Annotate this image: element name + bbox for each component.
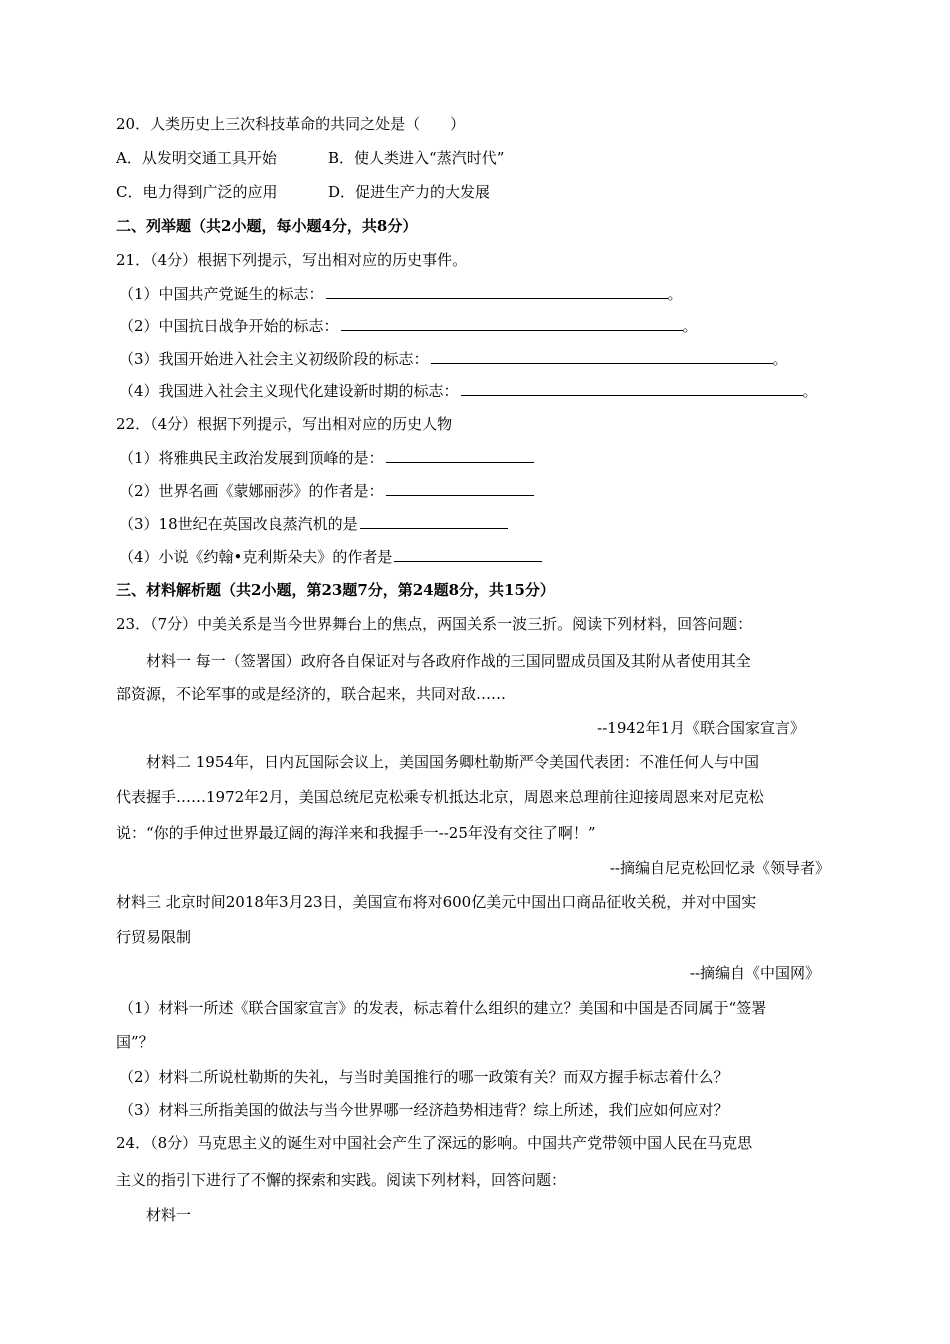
q21-item-4-label: （4）我国进入社会主义现代化建设新时期的标志：: [119, 382, 459, 400]
q22-item-4-answer-blank[interactable]: [394, 547, 542, 562]
q23-material1-line1: 材料一 每一（签署国）政府各自保证对与各政府作战的三国同盟成员国及其附从者使用其全: [146, 652, 751, 670]
q23-material2-line1: 材料二 1954年，日内瓦国际会议上，美国国务卿杜勒斯严令美国代表团：不准任何人与中国: [146, 753, 759, 771]
q20-option-d: D．促进生产力的大发展: [328, 183, 491, 201]
q23-question1-line1: （1）材料一所述《联合国家宣言》的发表，标志着什么组织的建立？美国和中国是否同属于“签署: [119, 999, 767, 1017]
q21-item-3-period: 。: [772, 350, 788, 368]
q22-item-3-label: （3）18世纪在英国改良蒸汽机的是: [119, 515, 358, 533]
q21-item-3-answer-blank[interactable]: [431, 349, 773, 364]
section2-heading: 二、列举题（共2小题，每小题4分，共8分）: [116, 217, 418, 235]
q21-item-2-answer-blank[interactable]: [341, 316, 683, 331]
q24-stem-line2: 主义的指引下进行了不懈的探索和实践。阅读下列材料，回答问题：: [116, 1171, 567, 1189]
q21-item-1-label: （1）中国共产党诞生的标志：: [119, 285, 324, 303]
q23-material3-line2: 行贸易限制: [116, 928, 192, 946]
q20-option-b: B．使人类进入“蒸汽时代”: [328, 149, 505, 167]
q23-material1-source: --1942年1月《联合国家宣言》: [597, 719, 805, 737]
q22-item-4-label: （4）小说《约翰•克利斯朵夫》的作者是: [119, 548, 393, 566]
q21-item-3-label: （3）我国开始进入社会主义初级阶段的标志：: [119, 350, 429, 368]
q21-item-1-answer-blank[interactable]: [326, 284, 668, 299]
q20-option-a: A．从发明交通工具开始: [116, 149, 277, 167]
q23-material2-line2: 代表握手……1972年2月，美国总统尼克松乘专机抵达北京，周恩来总理前往迎接周恩来对尼克松: [116, 788, 764, 806]
q21-item-1: [119, 284, 683, 304]
q21-item-2-period: 。: [682, 317, 698, 335]
section3-heading: 三、材料解析题（共2小题，第23题7分，第24题8分，共15分）: [116, 581, 555, 599]
q22-stem: 22．（4分）根据下列提示，写出相对应的历史人物: [116, 415, 453, 433]
q23-question3: （3）材料三所指美国的做法与当今世界哪一经济趋势相违背？综上所述，我们应如何应对？: [119, 1101, 729, 1119]
q21-item-4: [119, 381, 818, 401]
q22-item-1: [119, 448, 534, 468]
q22-item-3-answer-blank[interactable]: [360, 514, 508, 529]
q24-material1-label: 材料一: [146, 1206, 192, 1224]
q21-item-3: [119, 349, 788, 369]
q23-question1-line2: 国”？: [116, 1033, 154, 1051]
q21-item-2-label: （2）中国抗日战争开始的标志：: [119, 317, 339, 335]
q21-item-4-period: 。: [802, 382, 818, 400]
q22-item-2-answer-blank[interactable]: [386, 481, 534, 496]
q24-stem-line1: 24．（8分）马克思主义的诞生对中国社会产生了深远的影响。中国共产党带领中国人民在马克思: [116, 1134, 753, 1152]
q22-item-1-answer-blank[interactable]: [386, 448, 534, 463]
q23-material1-line2: 部资源，不论军事的或是经济的，联合起来，共同对敌……: [116, 685, 507, 703]
q20-option-row-2: [116, 182, 491, 202]
q21-item-2: [119, 316, 698, 336]
q22-item-2-label: （2）世界名画《蒙娜丽莎》的作者是：: [119, 482, 384, 500]
q21-item-1-period: 。: [667, 285, 683, 303]
q23-question2: （2）材料二所说杜勒斯的失礼，与当时美国推行的哪一政策有关？而双方握手标志着什么？: [119, 1068, 729, 1086]
q23-material3-line1: 材料三 北京时间2018年3月23日，美国宣布将对600亿美元中国出口商品征收关税，并对中国实: [116, 893, 757, 911]
q20-stem: 20．人类历史上三次科技革命的共同之处是（ ）: [116, 115, 466, 133]
q22-item-3: [119, 514, 508, 534]
q23-stem: 23．（7分）中美关系是当今世界舞台上的焦点，两国关系一波三折。阅读下列材料，回答问题：: [116, 615, 753, 633]
q23-material2-line3: 说：“你的手伸过世界最辽阔的海洋来和我握手一--25年没有交往了啊！”: [116, 824, 596, 842]
q23-material3-source: --摘编自《中国网》: [689, 964, 820, 982]
q20-option-row-1: [116, 148, 505, 168]
q22-item-2: [119, 481, 534, 501]
q20-option-c: C．电力得到广泛的应用: [116, 183, 278, 201]
q22-item-4: [119, 547, 542, 567]
q21-stem: 21．（4分）根据下列提示，写出相对应的历史事件。: [116, 251, 468, 269]
q22-item-1-label: （1）将雅典民主政治发展到顶峰的是：: [119, 449, 384, 467]
q21-item-4-answer-blank[interactable]: [461, 381, 803, 396]
q23-material2-source: --摘编自尼克松回忆录《领导者》: [609, 859, 830, 877]
